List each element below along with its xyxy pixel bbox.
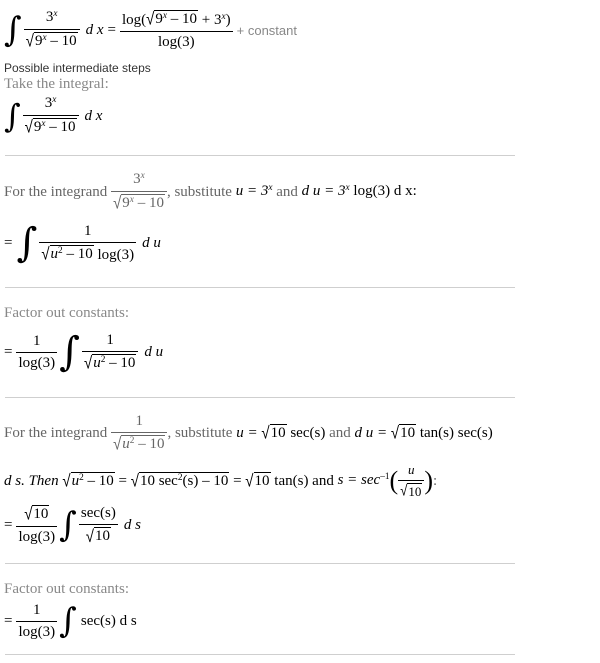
step-3-expression: = $\frac{1}{\log(3)}$ ∫ 1 √ $u^2 - 10$ d u	[4, 329, 164, 375]
step-2-label: For the integrand 3$^x$ √ 9$^x$ – 10 , substitute $u = 3^x$ and d $u = 3^x$ log(3) d x:	[4, 171, 417, 213]
integral-sign-icon: ∫	[59, 329, 80, 375]
divider	[5, 397, 515, 398]
constant-label: + constant	[236, 22, 297, 38]
integral-sign-icon: ∫	[4, 10, 22, 50]
integral-sign-icon: ∫	[59, 601, 77, 641]
divider	[5, 155, 515, 156]
section-title: Possible intermediate steps	[4, 61, 151, 75]
step-5-label: Factor out constants:	[4, 581, 129, 597]
divider	[5, 287, 515, 288]
step-4-expression: = √ 10 log(3) ∫ sec(s) √ 10 d s	[4, 503, 141, 546]
integral-sign-icon: ∫	[59, 505, 77, 545]
integral-sign-icon: ∫	[4, 97, 21, 135]
result-equation: ∫ 3$^x$ √ 9$^x$ – 10 d x = log( √ 9$^x$ – 10 + $3^x$) log(3) + constant	[4, 8, 297, 51]
result-fraction: log( √ 9$^x$ – 10 + $3^x$) log(3)	[121, 8, 231, 50]
step-4-label: For the integrand 1 √ $u^2 - 10$ , substitute u = √ 10 sec(s) and d u = √ 10 tan(s) sec(s)	[4, 412, 493, 454]
divider	[5, 563, 515, 564]
step-1-label: Take the integral:	[4, 76, 109, 92]
step-2-expression: = ∫ 1 √ $u^2 - 10$ log(3) d u	[4, 220, 161, 266]
divider	[5, 654, 515, 655]
integrand-fraction: 3$^x$ √ 9$^x$ – 10	[24, 9, 80, 50]
step-4-line2: d s. Then √ $u^2 - 10$ = √ 10 $\sec^2(s) - 10$ = √ 10 tan(s) and $s = \sec^{-1}$ ( u √ 10 ) :	[4, 462, 438, 501]
step-5-expression: = $\frac{1}{\log(3)}$ ∫ sec(s) d s	[4, 601, 137, 641]
step-3-label: Factor out constants:	[4, 305, 129, 321]
step-1-expression: ∫ 3$^x$ √ 9$^x$ – 10 d x	[4, 95, 103, 137]
integral-sign-icon: ∫	[16, 220, 38, 266]
